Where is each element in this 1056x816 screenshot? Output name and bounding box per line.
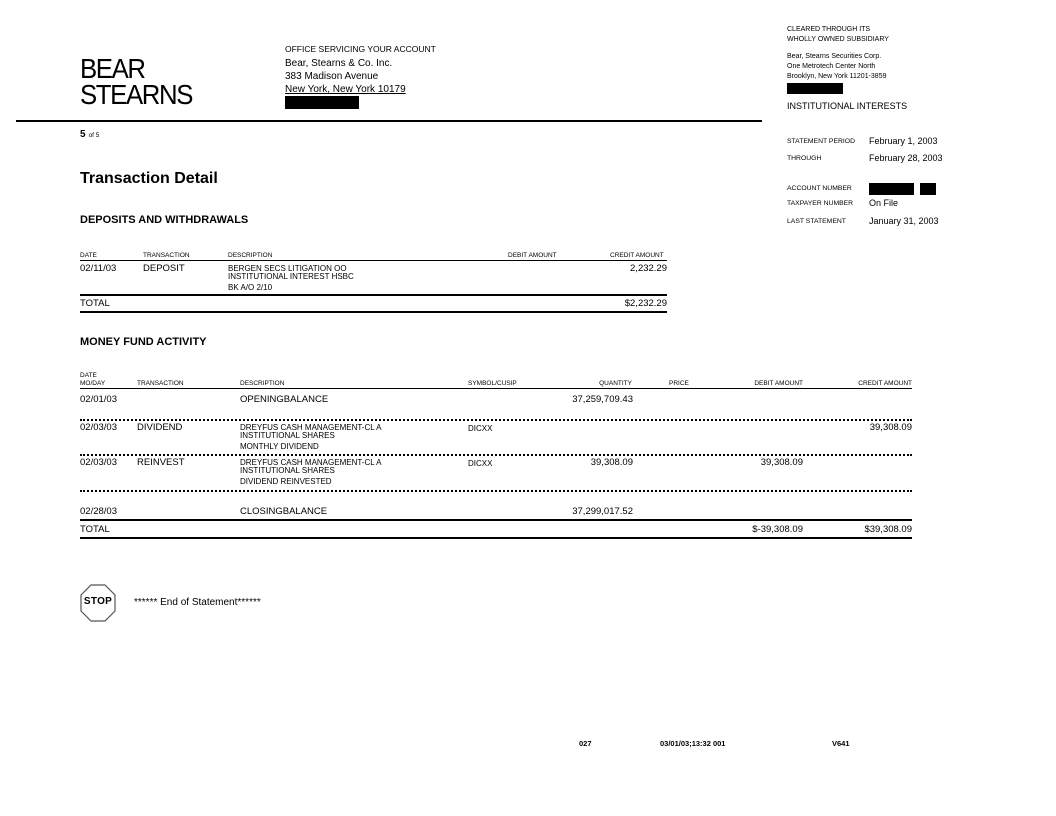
taxpayer-number-value: On File <box>869 198 899 208</box>
header-rule <box>16 120 762 122</box>
mf-col-credit: CREDIT AMOUNT <box>858 380 912 387</box>
mf-closing-date: 02/28/03 <box>80 506 117 517</box>
deposits-total-credit: $2,232.29 <box>624 298 667 309</box>
page-number: 5 <box>80 129 86 140</box>
mf-col-symbol: SYMBOL/CUSIP <box>468 380 517 387</box>
mf-reinvest-desc-line-3: DIVIDEND REINVESTED <box>240 477 332 486</box>
mf-total-debit: $-39,308.09 <box>752 524 803 535</box>
redacted-block <box>869 183 914 195</box>
mf-col-date-line-1: DATE <box>80 372 97 379</box>
redacted-block <box>285 96 359 109</box>
clearing-corp-block <box>787 52 887 98</box>
deposits-heading: DEPOSITS AND WITHDRAWALS <box>80 214 249 226</box>
office-address-1: 383 Madison Avenue <box>285 71 379 82</box>
mf-col-description: DESCRIPTION <box>240 380 285 387</box>
statement-period-label: STATEMENT PERIOD <box>787 138 855 145</box>
mf-reinvest-desc-line-2: INSTITUTIONAL SHARES <box>240 466 335 475</box>
deposits-col-debit: DEBIT AMOUNT <box>508 252 557 259</box>
footer-code-2: 03/01/03;13:32 001 <box>660 739 726 748</box>
mf-closing-description: CLOSINGBALANCE <box>240 506 328 517</box>
mf-total-credit: $39,308.09 <box>864 524 912 535</box>
mf-opening-description: OPENINGBALANCE <box>240 394 329 405</box>
cleared-line-1: CLEARED THROUGH ITS <box>787 26 871 33</box>
redacted-block <box>920 183 936 195</box>
through-label: THROUGH <box>787 155 822 162</box>
mf-opening-date: 02/01/03 <box>80 394 117 405</box>
mf-total-rule-top <box>80 519 912 521</box>
footer-code-1: 027 <box>579 739 592 748</box>
mf-dividend-symbol: DICXX <box>468 424 493 433</box>
redacted-block <box>787 83 843 94</box>
deposits-total-label: TOTAL <box>80 298 110 309</box>
statement-period-value: February 1, 2003 <box>869 136 938 146</box>
page-of: of 5 <box>88 132 100 139</box>
deposits-col-transaction: TRANSACTION <box>143 252 190 259</box>
deposit-desc-line-2: INSTITUTIONAL INTEREST HSBC <box>228 272 354 281</box>
mf-col-transaction: TRANSACTION <box>137 380 184 387</box>
last-statement-label: LAST STATEMENT <box>787 218 846 225</box>
mf-col-date <box>80 372 105 388</box>
deposits-header-rule <box>80 260 667 261</box>
cleared-line-2: WHOLLY OWNED SUBSIDIARY <box>787 35 889 43</box>
mf-dividend-desc-line-3: MONTHLY DIVIDEND <box>240 442 319 451</box>
mf-reinvest-quantity: 39,308.09 <box>590 457 633 468</box>
last-statement-value: January 31, 2003 <box>869 216 939 226</box>
page-title: Transaction Detail <box>80 170 218 187</box>
mf-reinvest-desc-line-1: DREYFUS CASH MANAGEMENT-CL A <box>240 458 382 467</box>
mf-dividend-desc-line-2: INSTITUTIONAL SHARES <box>240 431 335 440</box>
deposits-col-description: DESCRIPTION <box>228 252 273 259</box>
row-separator <box>80 490 912 492</box>
clearing-address-2: Brooklyn, New York 11201-3859 <box>787 73 887 80</box>
mf-closing-quantity: 37,299,017.52 <box>572 506 633 517</box>
mf-total-label: TOTAL <box>80 524 110 535</box>
mf-dividend-credit: 39,308.09 <box>869 422 912 433</box>
stop-sign-label: STOP <box>83 596 113 607</box>
deposit-transaction: DEPOSIT <box>143 263 185 274</box>
money-fund-heading: MONEY FUND ACTIVITY <box>80 336 207 348</box>
row-separator <box>80 419 912 421</box>
logo-line-1: BEAR <box>80 53 145 84</box>
account-number-label: ACCOUNT NUMBER <box>787 185 852 192</box>
deposits-total-rule-top <box>80 294 667 296</box>
deposit-credit: 2,232.29 <box>630 263 667 274</box>
mf-opening-quantity: 37,259,709.43 <box>572 394 633 405</box>
mf-dividend-date: 02/03/03 <box>80 422 117 433</box>
mf-dividend-transaction: DIVIDEND <box>137 422 183 433</box>
row-separator <box>80 454 912 456</box>
deposits-col-date: DATE <box>80 252 97 259</box>
page-indicator <box>80 129 99 140</box>
deposit-desc-line-3: BK A/O 2/10 <box>228 283 273 292</box>
through-value: February 28, 2003 <box>869 153 943 163</box>
bear-stearns-logo <box>80 53 193 110</box>
deposits-col-credit: CREDIT AMOUNT <box>610 252 664 259</box>
deposit-desc-line-1: BERGEN SECS LITIGATION OO <box>228 264 347 273</box>
logo-line-2: STEARNS <box>80 79 193 110</box>
mf-total-rule-bottom <box>80 537 912 539</box>
office-header: OFFICE SERVICING YOUR ACCOUNT <box>285 44 436 54</box>
end-of-statement: ****** End of Statement****** <box>134 597 261 608</box>
footer-code-3: V641 <box>832 739 850 748</box>
mf-reinvest-symbol: DICXX <box>468 459 493 468</box>
mf-col-price: PRICE <box>669 380 689 387</box>
mf-col-quantity: QUANTITY <box>599 380 632 387</box>
office-name: Bear, Stearns & Co. Inc. <box>285 58 393 69</box>
stop-sign-icon <box>80 584 116 622</box>
clearing-corp-name: Bear, Stearns Securities Corp. <box>787 53 882 60</box>
mf-reinvest-date: 02/03/03 <box>80 457 117 468</box>
mf-dividend-desc-line-1: DREYFUS CASH MANAGEMENT-CL A <box>240 423 382 432</box>
account-name: INSTITUTIONAL INTERESTS <box>787 101 908 111</box>
mf-col-debit: DEBIT AMOUNT <box>754 380 803 387</box>
mf-dividend-description <box>240 423 382 451</box>
clearing-address-1: One Metrotech Center North <box>787 63 876 70</box>
deposit-date: 02/11/03 <box>80 263 117 274</box>
office-address-block <box>285 44 436 113</box>
mf-col-date-line-2: MO/DAY <box>80 380 106 387</box>
mf-reinvest-debit: 39,308.09 <box>760 457 803 468</box>
cleared-through <box>787 25 889 44</box>
deposits-total-rule-bottom <box>80 311 667 313</box>
taxpayer-number-label: TAXPAYER NUMBER <box>787 200 854 207</box>
mf-reinvest-description <box>240 458 382 486</box>
office-address-2: New York, New York 10179 <box>285 84 406 95</box>
mf-header-rule <box>80 388 912 389</box>
deposit-description <box>228 264 354 292</box>
mf-reinvest-transaction: REINVEST <box>137 457 185 468</box>
